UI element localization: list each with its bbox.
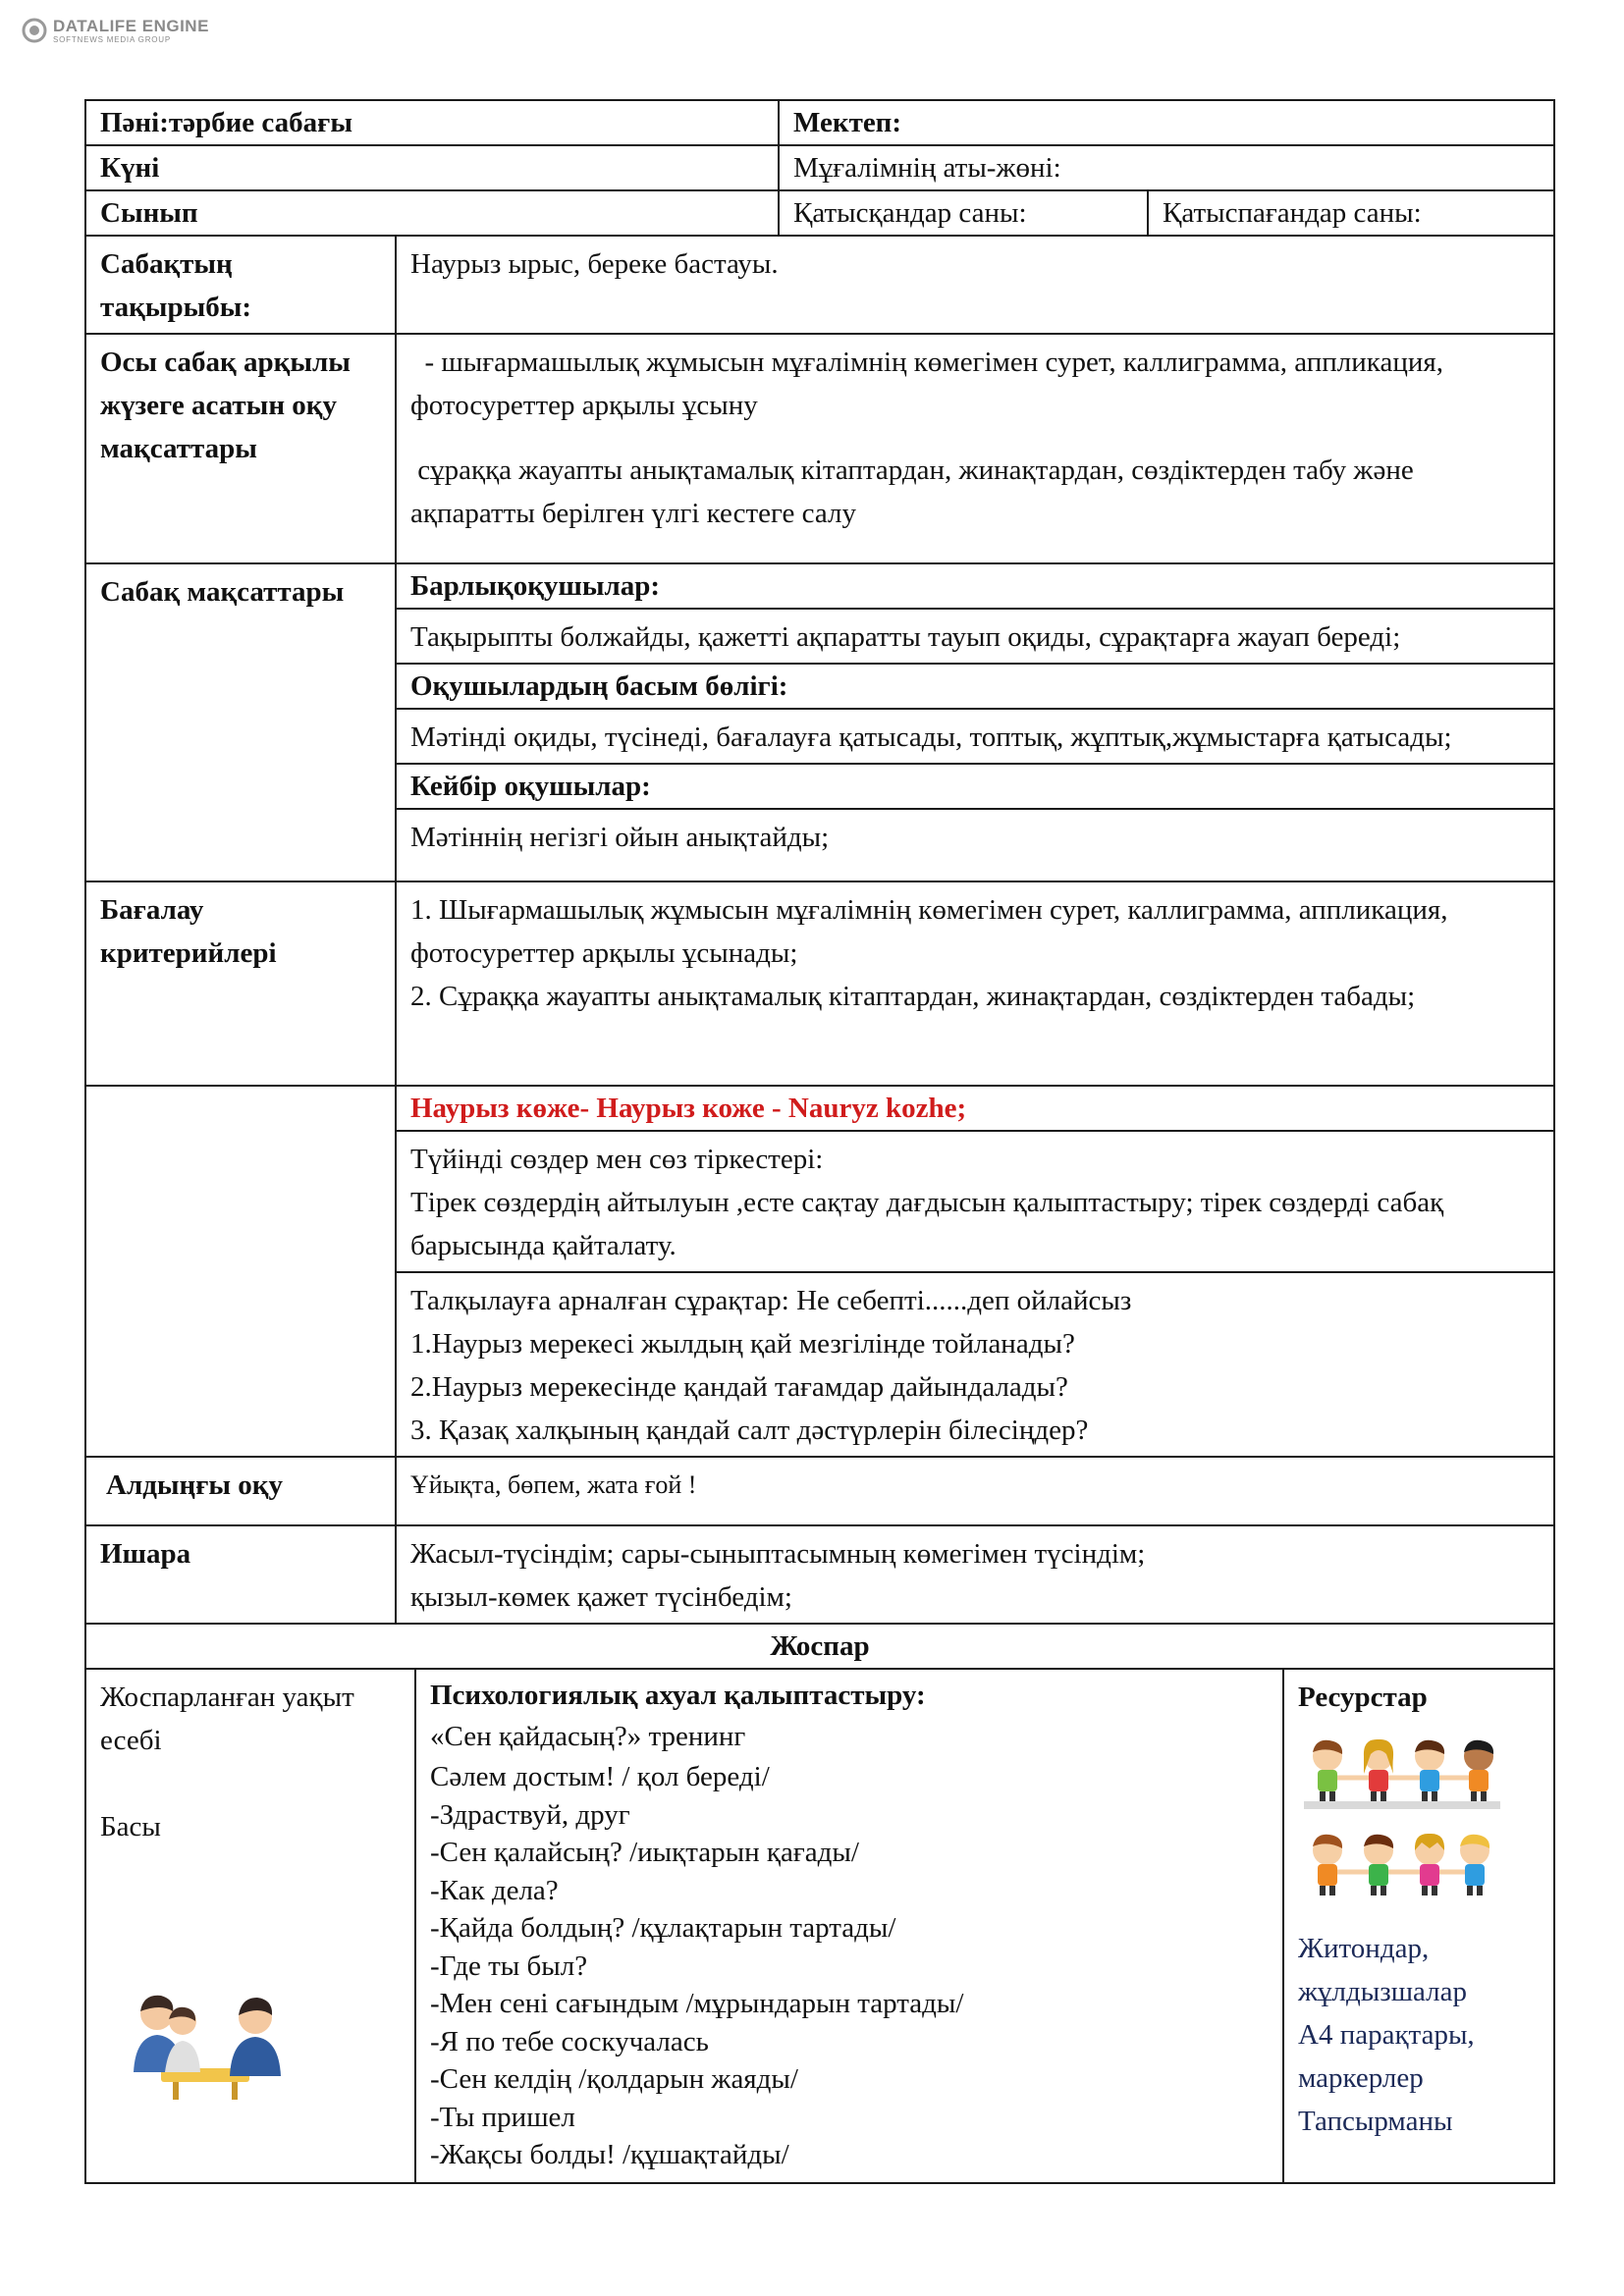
header-row-2 bbox=[85, 145, 1554, 190]
training-title: «Сен қайдасың?» тренинг bbox=[430, 1721, 746, 1752]
resource-item: Тапсырманы bbox=[1298, 2106, 1453, 2137]
topic-value: Наурыз ырыс, береке бастауы. bbox=[396, 236, 1554, 334]
watermark-brand: DATALIFE ENGINE bbox=[53, 17, 209, 35]
signal-line: қызыл-көмек қажет түсінбедім; bbox=[410, 1581, 792, 1613]
plan-time-cell bbox=[85, 1669, 415, 2183]
goals-all-text: Тақырыпты болжайды, қажетті ақпаратты тауып оқиды, сұрақтарға жауап береді; bbox=[396, 609, 1554, 664]
goals-most-text: Мәтінді оқиды, түсінеді, бағалауға қатысады, топтық, жұптық,жұмыстарға қатысады; bbox=[396, 709, 1554, 764]
key-words-label: Түйінді сөздер мен сөз тіркестері: bbox=[410, 1144, 824, 1175]
criteria-cell bbox=[396, 881, 1554, 1086]
resources-list bbox=[1298, 1927, 1540, 2143]
watermark-sub: SOFTNEWS MEDIA GROUP bbox=[53, 35, 172, 44]
objective-item: сұраққа жауапты анықтамалық кітаптардан, жинақтардан, сөздіктерден табу және ақпаратты берілген үлгі кестеге салу bbox=[410, 454, 1421, 529]
goals-all-label-row bbox=[85, 563, 1554, 609]
vocab-title: Наурыз көже- Наурыз коже - Nauryz kozhe; bbox=[396, 1086, 1554, 1131]
date-cell: Күні bbox=[85, 145, 779, 190]
dialog-line: Сәлем достым! / қол береді/ bbox=[430, 1761, 770, 1792]
lesson-plan-table bbox=[84, 99, 1553, 2184]
resource-item: маркерлер bbox=[1298, 2062, 1424, 2094]
objectives-label: Осы сабақ арқылы жүзеге асатын оқу мақсаттары bbox=[85, 334, 396, 563]
subject-cell: Пәні:тәрбие сабағы bbox=[85, 100, 779, 145]
question-item: 2.Наурыз мерекесінде қандай тағамдар дайындалады? bbox=[410, 1371, 1068, 1403]
dialog-line: -Ты пришел bbox=[430, 2101, 575, 2133]
vocab-empty-cell bbox=[85, 1086, 396, 1457]
key-words-text: Тірек сөздердің айтылуын ,есте сақтау дағдысын қалыптастыру; тірек сөздерді сабақ барысында қайталату. bbox=[410, 1187, 1444, 1261]
goals-some-label: Кейбір оқушылар: bbox=[396, 764, 1554, 809]
objective-item: - шығармашылық жұмысын мұғалімнің көмегімен сурет, каллиграмма, аппликация, фотосуреттер арқылы ұсыну bbox=[410, 347, 1451, 421]
teacher-cell: Мұғалімнің аты-жөні: bbox=[779, 145, 1554, 190]
criteria-row bbox=[85, 881, 1554, 1086]
plan-title-row bbox=[85, 1624, 1554, 1669]
header-row-3 bbox=[85, 190, 1554, 236]
criteria-item: 1. Шығармашылық жұмысын мұғалімнің көмегімен сурет, каллиграмма, аппликация, фотосуреттер арқылы ұсынады; bbox=[410, 894, 1448, 969]
objectives-row bbox=[85, 334, 1554, 563]
plan-body-row bbox=[85, 1669, 1554, 2183]
question-item: 1.Наурыз мерекесі жылдың қай мезгілінде тойланады? bbox=[410, 1328, 1075, 1360]
dialog-line: -Мен сені сағындым /мұрындарын тартады/ bbox=[430, 1988, 964, 2019]
goals-some-text: Мәтіннің негізгі ойын анықтайды; bbox=[396, 809, 1554, 881]
dialog-line: -Как дела? bbox=[430, 1874, 559, 1906]
psych-title: Психологиялық ахуал қалыптастыру: bbox=[430, 1680, 926, 1711]
children-at-desk-icon bbox=[122, 1992, 291, 2102]
watermark-logo bbox=[22, 18, 209, 44]
dialog-line: -Жақсы болды! /құшақтайды/ bbox=[430, 2139, 789, 2170]
resource-item: Житондар, bbox=[1298, 1933, 1430, 1964]
children-group-icon bbox=[1298, 1735, 1504, 1921]
dialog-line: -Здраствуй, друг bbox=[430, 1798, 630, 1831]
dialog-line: -Где ты был? bbox=[430, 1949, 588, 1982]
school-cell: Мектеп: bbox=[779, 100, 1554, 145]
signal-line: Жасыл-түсіндім; сары-сыныптасымның көмегімен түсіндім; bbox=[410, 1538, 1146, 1570]
vocab-keys-cell bbox=[396, 1131, 1554, 1272]
eye-logo-icon bbox=[22, 18, 47, 43]
vocab-title-row bbox=[85, 1086, 1554, 1131]
goals-all-label: Барлықоқушылар: bbox=[396, 563, 1554, 609]
resource-item: жұлдызшалар bbox=[1298, 1976, 1468, 2007]
plan-activity-cell bbox=[415, 1669, 1283, 2183]
header-row-1 bbox=[85, 100, 1554, 145]
prior-reading-value: Ұйықта, бөпем, жата ғой ! bbox=[396, 1457, 1554, 1525]
lesson-goals-label: Сабақ мақсаттары bbox=[85, 563, 396, 881]
criteria-item: 2. Сұраққа жауапты анықтамалық кітаптардан, жинақтардан, сөздіктерден табады; bbox=[410, 981, 1416, 1012]
plan-stage: Басы bbox=[100, 1811, 161, 1842]
dialog-line: -Сен қалайсың? /иықтарын қағады/ bbox=[430, 1837, 859, 1868]
question-item: 3. Қазақ халқының қандай салт дәстүрлерін білесіңдер? bbox=[410, 1415, 1089, 1446]
topic-label: Сабақтың тақырыбы: bbox=[85, 236, 396, 334]
resources-label: Ресурстар bbox=[1298, 1682, 1428, 1713]
dialog-line: -Я по тебе соскучалась bbox=[430, 2025, 709, 2057]
resource-item: А4 парақтары, bbox=[1298, 2019, 1475, 2051]
prior-reading-label: Алдыңғы оқу bbox=[85, 1457, 396, 1525]
absent-cell: Қатыспағандар саны: bbox=[1148, 190, 1554, 236]
question-item: Талқылауға арналған сұрақтар: Не себепті......деп ойлайсыз bbox=[410, 1285, 1132, 1316]
signal-row bbox=[85, 1525, 1554, 1624]
signal-cell bbox=[396, 1525, 1554, 1624]
topic-row bbox=[85, 236, 1554, 334]
dialog-line: -Қайда болдың? /құлақтарын тартады/ bbox=[430, 1912, 896, 1944]
plan-resources-cell bbox=[1283, 1669, 1554, 2183]
goals-most-label: Оқушылардың басым бөлігі: bbox=[396, 664, 1554, 709]
discussion-questions-cell bbox=[396, 1272, 1554, 1457]
plan-time-label: Жоспарланған уақыт есебі bbox=[100, 1682, 354, 1756]
signal-label: Ишара bbox=[85, 1525, 396, 1624]
plan-title: Жоспар bbox=[85, 1624, 1554, 1669]
dialog-line: -Сен келдің /қолдарын жаяды/ bbox=[430, 2063, 798, 2095]
present-cell: Қатысқандар саны: bbox=[779, 190, 1148, 236]
objectives-cell bbox=[396, 334, 1554, 563]
prior-reading-row bbox=[85, 1457, 1554, 1525]
criteria-label: Бағалау критерийлері bbox=[85, 881, 396, 1086]
grade-cell: Сынып bbox=[85, 190, 779, 236]
